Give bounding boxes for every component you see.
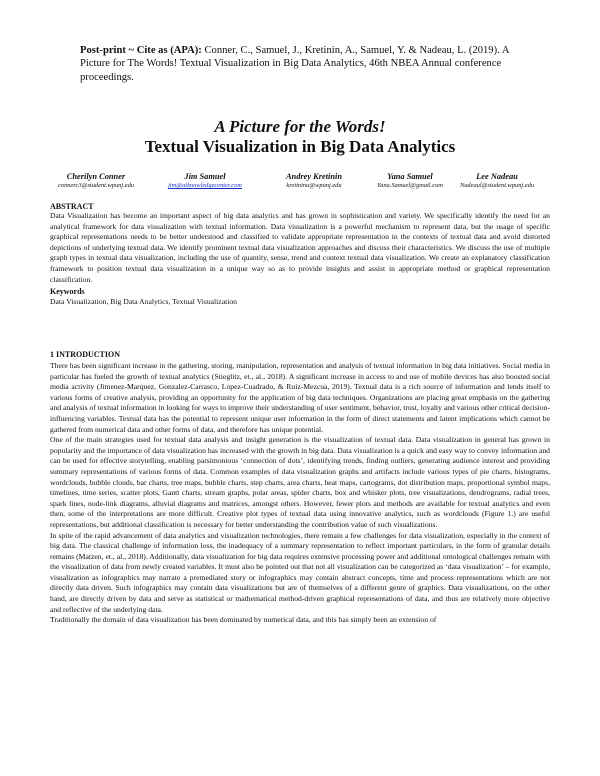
section-heading-introduction: 1 INTRODUCTION: [50, 350, 121, 359]
author-email: kretinina@wpunj.edu: [286, 182, 342, 189]
author-5: [448, 172, 546, 189]
citation-block: [80, 44, 538, 84]
keywords-heading: Keywords: [50, 287, 85, 296]
paper-title-line2: Textual Visualization in Big Data Analytics: [144, 137, 456, 156]
author-email: Nadeaul@student.wpunj.edu: [459, 182, 535, 189]
author-1: [48, 172, 144, 189]
citation-text: Conner, C., Samuel, J., Kretinin, A., Samuel, Y. & Nadeau, L. (2019). A Picture for The Words! Textual Visualization in Big Data Analytics, 46th NBEA Annual conference proceedings.: [80, 45, 509, 83]
author-name: Andrey Kretinin: [285, 172, 343, 181]
author-name: Yana Samuel: [387, 172, 433, 181]
abstract-text: Data Visualization has become an important aspect of big data analytics and has grown in sophistication and variety. We specifically identify the need for an analytical framework for data visualization with textual information. Data visualization is a powerful mechanism to represent data, but the usage of specific graphical representations needs to be better understood and classified to validate appropriate representation in the contexts of textual data and avoid distorted depictions of underlying textual data. We identify prominent textual data visualization approaches and discuss their characteristics. We discuss the use of multiple graph types in textual data visualization, including the use of quantity, sense, trend and context textual data visualization. We create an explanatory classification framework to position textual data visualization in a unique way so as to provide insights and assist in appropriate method or graphical representation classification.: [50, 211, 550, 284]
citation-prefix: Post-print ~ Cite as (APA):: [80, 45, 202, 56]
introduction-body: [50, 361, 550, 626]
author-email: Yana.Samuel@gmail.com: [377, 182, 443, 189]
author-email: connerc3@student.wpunj.edu: [58, 182, 134, 189]
paragraph: In spite of the rapid advancement of data analytics and visualization technologies, there remain a few challenges for data visualization, especially in the context of big data. The classical challenge of information loss, the inadequacy of a summary representation to reflect important particulars, in the form of granular details remains (Matzen, et., al., 2018). Additionally, data visualization for big data requires extensive processing power and additional ontological challenges remain with the visualization of data from newly created variables. It must also be pointed out that not all visualization can be categorized as ‘data visualization’ – for example, visualization as infographics may narrate a premediated story or infographics may contain abstract concepts, time and process representations which are not directly data driven. Such infographics may contain data visualizations but are of themselves of a different genre of graphics. Data visualizations, on the other hand, are directly driven by data and serve as statistical or mathematical method-driven graphical representations of data, and thus are relatively more objective and reflective of the underlying data.: [50, 530, 550, 614]
author-2: [150, 172, 260, 189]
paper-title-line1: A Picture for the Words!: [214, 117, 386, 136]
author-3: [268, 172, 360, 189]
author-list: [0, 172, 600, 196]
author-name: Cherilyn Conner: [66, 172, 126, 181]
author-email-link[interactable]: jim@aiknowledgecenter.com: [168, 182, 242, 189]
author-name: Jim Samuel: [184, 172, 226, 181]
paragraph: There has been significant increase in the gathering, storing, manipulation, representation and analysis of textual information in big data initiatives. Social media in particular has fueled the growth of textual analytics (Stieglitz, et., al., 2018). A significant increase in access to and use of mobile devices has also boosted social media activity (Jimenez-Marquez, Gonzalez-Carrasco, Lopez-Cuadrado, & Ruiz-Mezcua, 2019). Textual data is a rich source of information and lends itself to various forms of creative analysis, providing an opportunity for the application of big data techniques. Organizations are placing great emphasis on the gathering and analysis of textual information in looking for ways to improve their understanding of user sentiment, behavior, trust, loyalty and various other critical decision-influencing variables. Textual data has the potential to represent unique user information in the form of direct statements and latent implications which cannot be gathered from numerical data and other forms of data, and therefore has unique potential.: [50, 361, 550, 434]
paragraph: Traditionally the domain of data visualization has been dominated by numerical data, and this has simply been an extension of: [50, 615, 437, 625]
author-4: [364, 172, 456, 189]
keywords-text: Data Visualization, Big Data Analytics, Textual Visualization: [50, 297, 237, 306]
paragraph: One of the main strategies used for textual data analysis and insight generation is the visualization of textual data. Data visualization in general has grown in popularity and the importance of data visualization has increased with the growth in big data. Data visualization is a quick and easy way to convey information and can be used for effective storytelling, enabling parsimonious ‘connection of dots’, identifying trends, finding outliers, generating audience interest and providing summary representations of various forms of data. Common examples of data visualization graphs and artifacts include various types of pie charts, histograms, wordclouds, bubble clouds, bar charts, tree maps, bubble charts, step charts, area charts, heat maps, cartograms, dot distribution maps, proportional symbol maps, timelines, time series, scatter plots, Gantt charts, stream graphs, polar areas, spider charts, box and whisker plots, tree visualizations, dendrograms, radial trees, spark lines, node-link diagrams, alluvial diagrams and matrices, amongst others. However, fewer plots and methods are available for textual analytics and even then, some of the interpretations are more difficult. Creative plot types of textual data using innovative analytics, such as wordclouds (Figure 1.) are useful representations, but additional classification is necessary for better understanding the contribution value of such visualizations.: [50, 435, 550, 529]
author-name: Lee Nadeau: [476, 172, 518, 181]
abstract-heading: ABSTRACT: [50, 202, 94, 211]
